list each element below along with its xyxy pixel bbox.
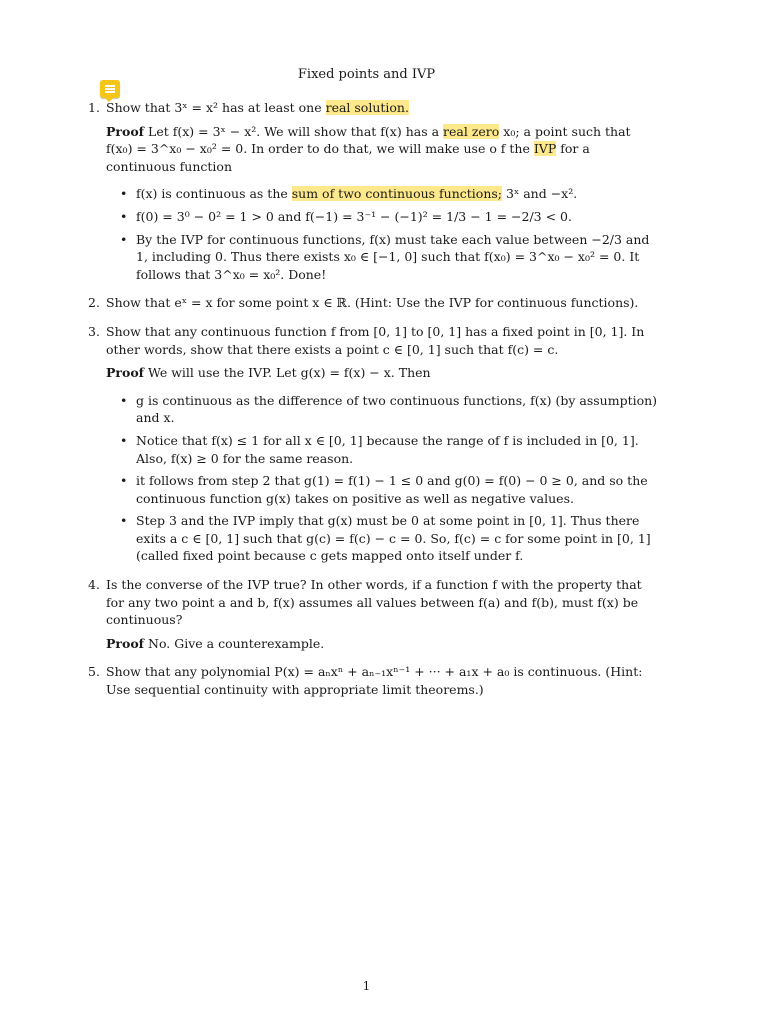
problem-number: 4. [88, 577, 100, 593]
proof-steps [118, 392, 660, 565]
problem-statement: Show that 3ˣ = x² has at least one real solution. [106, 100, 409, 115]
proof-label: Proof [106, 635, 145, 651]
proof-label: Proof [106, 123, 145, 139]
document-title: Fixed points and IVP [297, 67, 436, 82]
highlight-real-solution[interactable]: real solution. [325, 100, 409, 115]
proof-step: • it follows from step 2 that g(1) = f(1) − 1 ≤ 0 and g(0) = f(0) − 0 ≥ 0, and so the continuous function g(x) takes on positive as well as negative values. [118, 472, 660, 507]
problem-number: 3. [88, 323, 100, 339]
problem-3 [88, 323, 660, 565]
problem-statement: Is the converse of the IVP true? In other words, if a function f with the property that for any two point a and b, f(x) assumes all values between f(a) and f(b), must f(x) be continuous? [106, 577, 642, 628]
proof-step: • By the IVP for continuous functions, f(x) must take each value between −2/3 and 1, including 0. Thus there exists x₀ ∈ [−1, 0] such that f(x₀) = 3^x₀ − x₀² = 0. It follows that 3^x₀ = x₀². Done! [118, 231, 660, 284]
proof-step: • f(0) = 3⁰ − 0² = 1 > 0 and f(−1) = 3⁻¹ − (−1)² = 1/3 − 1 = −2/3 < 0. [118, 208, 660, 226]
document-body [88, 99, 660, 710]
problem-4 [88, 576, 660, 652]
problem-2 [88, 294, 660, 312]
proof-step: • f(x) is continuous as the sum of two continuous functions; 3ˣ and −x². [118, 185, 660, 203]
proof-steps [118, 185, 660, 283]
highlight-ivp[interactable]: IVP [533, 141, 557, 157]
proof: Proof We will use the IVP. Let g(x) = f(x) − x. Then [106, 365, 431, 381]
problem-statement: Show that eˣ = x for some point x ∈ ℝ. (Hint: Use the IVP for continuous functions). [106, 295, 639, 311]
proof-step: • g is continuous as the difference of two continuous functions, f(x) (by assumption) and x. [118, 392, 660, 427]
problem-statement: Show that any polynomial P(x) = aₙxⁿ + aₙ₋₁xⁿ⁻¹ + ··· + a₁x + a₀ is continuous. (Hint: Use sequential continuity with appropriate limit theorems.) [106, 664, 643, 698]
proof-step: • Step 3 and the IVP imply that g(x) must be 0 at some point in [0, 1]. Thus there exits a c ∈ [0, 1] such that g(c) = f(c) − c = 0. So, f(c) = c for some point in [0, 1] (called fixed point because c gets mapped onto itself under f. [118, 512, 660, 565]
problem-number: 1. [88, 100, 100, 115]
problem-number: 2. [88, 295, 100, 311]
problem-1 [88, 99, 660, 283]
page-number: 1 [362, 979, 371, 993]
note-comment-icon[interactable] [100, 80, 120, 98]
proof-step: • Notice that f(x) ≤ 1 for all x ∈ [0, 1] because the range of f is included in [0, 1]. Also, f(x) ≥ 0 for the same reason. [118, 432, 660, 467]
problem-statement: Show that any continuous function f from [0, 1] to [0, 1] has a fixed point in [0, 1]. In other words, show that there exists a point c ∈ [0, 1] such that f(c) = c. [106, 323, 645, 357]
problem-5 [88, 663, 660, 698]
proof: Proof Let f(x) = 3ˣ − x². We will show that f(x) has a real zero x₀; a point such that f(x₀) = 3^x₀ − x₀² = 0. In order to do that, we will make use o f the IVP for a continuous function [106, 123, 631, 174]
problem-number: 5. [88, 664, 100, 680]
highlight-sum-continuous[interactable]: sum of two continuous functions; [291, 186, 503, 202]
proof: Proof No. Give a counterexample. [106, 635, 325, 651]
highlight-real-zero[interactable]: real zero [443, 123, 500, 139]
proof-label: Proof [106, 365, 145, 381]
